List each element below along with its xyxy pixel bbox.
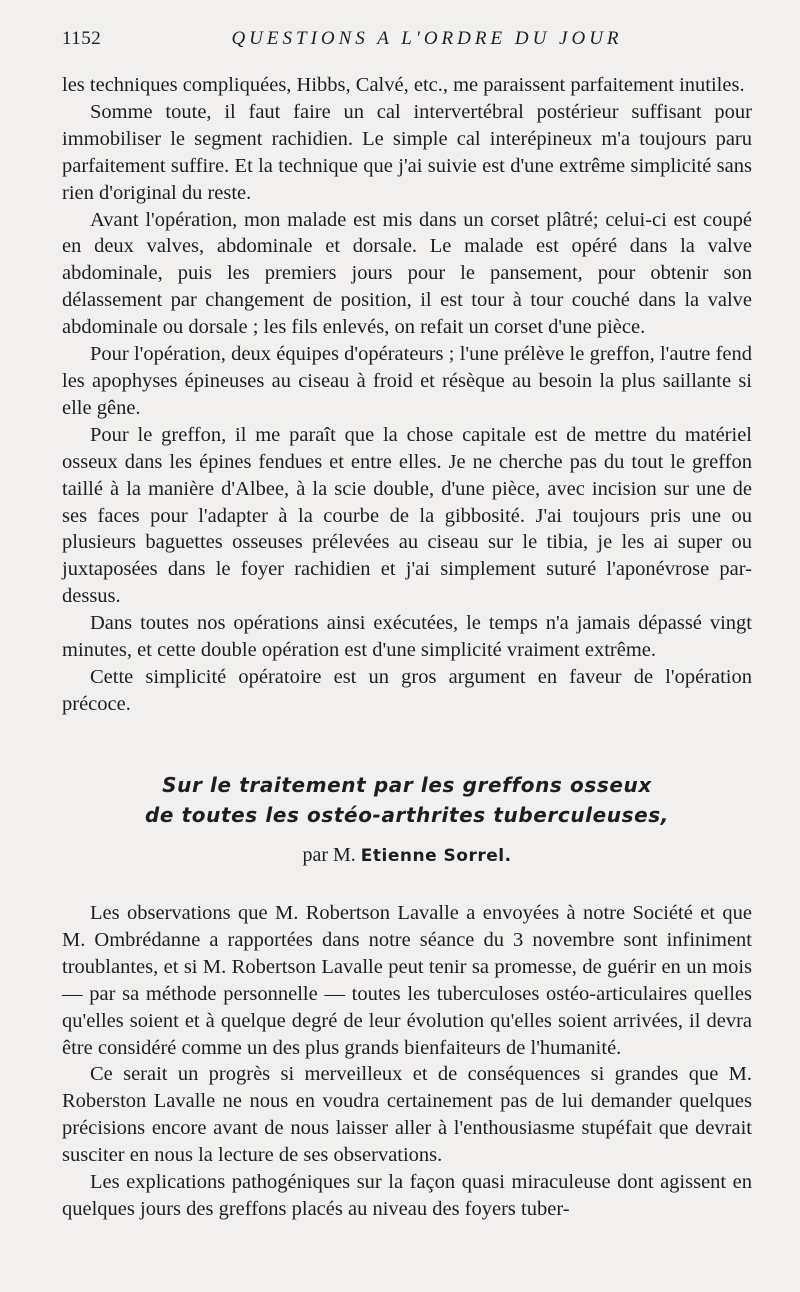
paragraph: Pour le greffon, il me paraît que la chose capitale est de mettre du matériel osseux dans les épines fendues et entre elles. Je ne cherche pas du tout le greffon taillé à la manière d'Albee, à la scie double, d'une pièce, avec incision sur une de ses faces pour l'adapter à la courbe de la gibbosité. J'ai toujours pris une ou plusieurs baguettes osseuses prélevées au ciseau sur le tibia, je les ai super ou juxtaposées dans le foyer rachidien et j'ai simplement suturé l'aponévrose par-dessus. xyxy=(62,423,752,608)
author-name: Etienne Sorrel. xyxy=(360,846,512,866)
paragraph: Les explications pathogéniques sur la façon quasi miraculeuse dont agissent en quelques jours des greffons placés au niveau des foyers tuber- xyxy=(62,1171,752,1220)
paragraph: Dans toutes nos opérations ainsi exécutées, le temps n'a jamais dépassé vingt minutes, et cette double opération est d'une simplicité vraiment extrême. xyxy=(62,612,752,662)
paragraph: Cette simplicité opératoire est un gros argument en faveur de l'opération précoce. xyxy=(62,665,752,715)
paragraph: Pour l'opération, deux équipes d'opérateurs ; l'une prélève le greffon, l'autre fend les apophyses épineuses au ciseau à froid et résèque au besoin la plus saillante si elle gêne. xyxy=(62,343,752,419)
page-header xyxy=(62,26,752,54)
article-body xyxy=(62,900,752,1223)
paragraph: les techniques compliquées, Hibbs, Calvé, etc., me paraissent parfaitement inutiles. xyxy=(62,74,745,96)
paragraph: Les observations que M. Robertson Lavalle a envoyées à notre Société et que M. Ombrédanne a rapportées dans notre séance du 3 novembre sont infiniment troublantes, et si M. Robertson Lavalle peut tenir sa promesse, de guérir en un mois — par sa méthode personnelle — toutes les tuberculoses ostéo-articulaires quelles qu'elles soient et à quelque degré de leur évolution qu'elles soient arrivées, il devra être considéré comme un des plus grands bienfaiteurs de l'humanité. xyxy=(62,902,752,1059)
article-title xyxy=(62,770,752,830)
article-title-line: de toutes les ostéo-arthrites tuberculeuses, xyxy=(144,803,669,827)
paragraph: Avant l'opération, mon malade est mis dans un corset plâtré; celui-ci est coupé en deux valves, abdominale et dorsale. Le malade est opéré dans la valve abdominale, puis les premiers jours pour le pansement, pour obtenir son délassement par changement de position, il est tour à tour couché dans la valve abdominale ou dorsale ; les fils enlevés, on refait un corset d'une pièce. xyxy=(62,208,752,339)
running-title: QUESTIONS A L'ORDRE DU JOUR xyxy=(231,28,623,49)
article-author xyxy=(62,842,752,869)
paragraph: Somme toute, il faut faire un cal intervertébral postérieur suffisant pour immobiliser le segment rachidien. Le simple cal interépineux m'a toujours paru parfaitement suffire. Et la technique que j'ai suivie est d'une extrême simplicité sans rien d'original du reste. xyxy=(62,100,752,204)
paragraph: Ce serait un progrès si merveilleux et de conséquences si grandes que M. Roberston Lavalle ne nous en voudra certainement pas de lui demander quelques précisions encore avant de nous laisser aller à l'enthousiasme stupéfait que devrait susciter en nous la lecture de ses observations. xyxy=(62,1063,752,1167)
page-number: 1152 xyxy=(62,28,102,49)
previous-article-text xyxy=(62,72,752,718)
article-title-line: Sur le traitement par les greffons osseux xyxy=(162,773,652,797)
author-prefix: par M. xyxy=(302,844,356,866)
